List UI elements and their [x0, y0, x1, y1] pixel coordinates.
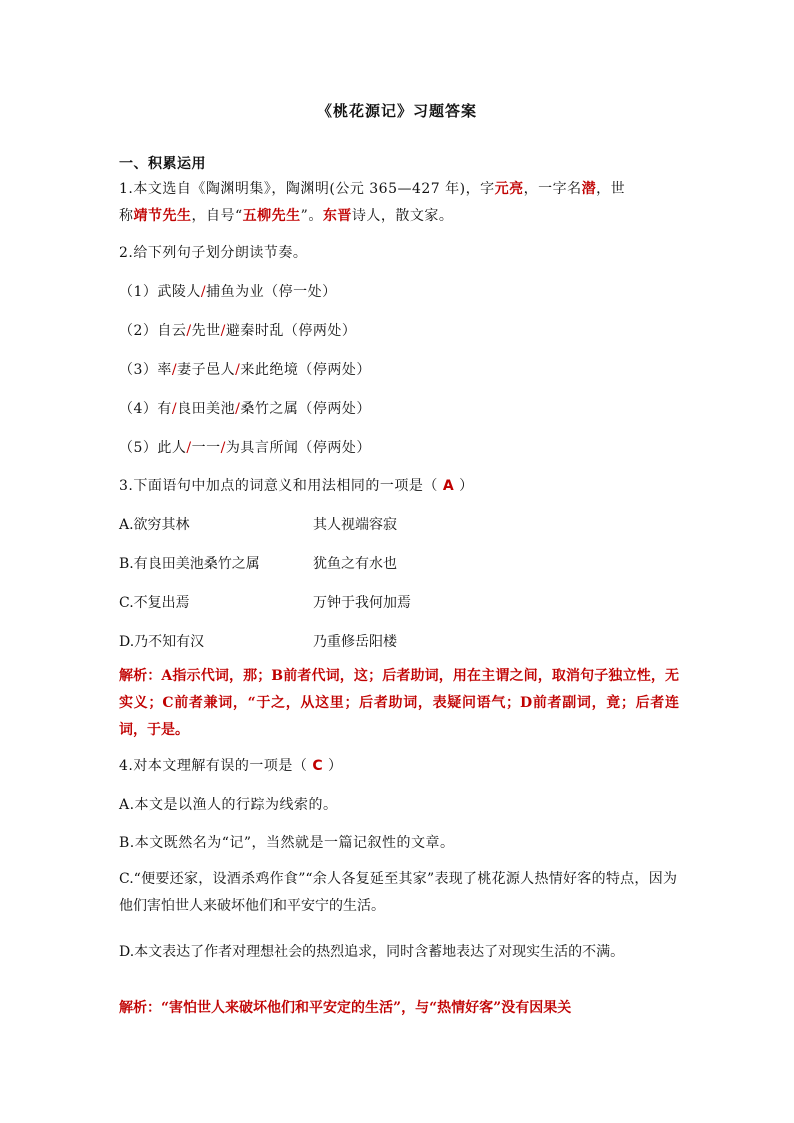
q1-self-name: 五柳先生 [242, 208, 301, 224]
q2-phrase: 一一 [191, 440, 221, 456]
q2-note: （停两处） [283, 323, 357, 339]
q2-phrase: 先世 [191, 323, 221, 339]
q2-item-number: （4） [119, 401, 158, 417]
q2-phrase: 率 [157, 362, 172, 378]
q2-item [119, 320, 356, 340]
pause-slash: / [186, 440, 192, 456]
q1-text: 1.本文选自《陶渊明集》，陶渊明(公元 365—427 年)，字 [119, 181, 495, 197]
q2-note: （停两处） [298, 362, 371, 378]
q2-phrase: 为具言所闻 [225, 440, 299, 456]
pause-slash: / [171, 362, 178, 378]
pause-slash: / [235, 401, 241, 417]
q3-option-a-right: 其人视端容寂 [313, 517, 397, 533]
q1-courtesy-name: 元亮 [494, 181, 524, 197]
q3-option-d-left: D.乃不知有汉 [119, 634, 205, 650]
document-title: 《桃花源记》习题答案 [316, 102, 477, 120]
q3-option-b-right: 犹鱼之有水也 [313, 556, 397, 572]
q1-text: ，自号“ [191, 208, 243, 224]
q2-phrase: 有 [157, 401, 172, 417]
q3-option-c-left: C.不复出焉 [119, 595, 190, 611]
q1-text: ”。 [300, 208, 323, 224]
pause-slash: / [171, 401, 178, 417]
q2-prompt: 2.给下列句子划分朗读节奏。 [119, 245, 308, 261]
q2-item-number: （5） [119, 440, 158, 456]
q4-option-a: A.本文是以渔人的行踪为线索的。 [119, 797, 338, 813]
q2-phrase: 良田美池 [177, 401, 236, 417]
q1-text: ，世 [596, 181, 626, 197]
q2-item-number: （1） [119, 284, 158, 300]
q2-item-number: （3） [119, 362, 158, 378]
q4-option-d: D.本文表达了作者对理想社会的热烈追求，同时含蓄地表达了对现实生活的不满。 [119, 944, 625, 960]
q2-note: （停两处） [298, 401, 371, 417]
q2-item [119, 359, 371, 379]
q1-text: ，一字名 [523, 181, 582, 197]
q2-phrase: 妻子邑人 [177, 362, 236, 378]
q1-text: 诗人，散文家。 [351, 208, 454, 224]
section-heading: 一、积累运用 [119, 156, 206, 172]
q2-item [119, 281, 337, 301]
q4-option-c: C.“便要还家，设酒杀鸡作食”“余人各复延至其家”表现了桃花源人热情好客的特点，因为他们害怕世人来破坏他们和平安宁的生活。 [119, 871, 677, 914]
q3-explanation: 解析：A指示代词，那；B前者代词，这；后者助词，用在主谓之间，取消句子独立性，无实义；C前者兼词，“于之，从这里；后者助词，表疑问语气；D前者副词，竟；后者连词，于是。 [119, 668, 679, 738]
q4-prompt-text: ） [328, 758, 343, 774]
q3-option-c-right: 万钟于我何加焉 [313, 595, 411, 611]
q1-alt-name: 潜 [581, 181, 597, 197]
pause-slash: / [186, 323, 192, 339]
q1-line1 [119, 178, 625, 198]
q3-prompt-text: ） [459, 478, 474, 494]
q2-phrase: 桑竹之属 [240, 401, 299, 417]
q2-phrase: 此人 [157, 440, 187, 456]
q1-text: 称 [119, 208, 134, 224]
pause-slash: / [235, 362, 241, 378]
q3-option-a-left: A.欲穷其林 [119, 517, 190, 533]
q3-option-b-left: B.有良田美池桑竹之属 [119, 556, 260, 572]
pause-slash: / [200, 284, 207, 300]
q2-note: （停一处） [264, 284, 337, 300]
q2-item [119, 437, 371, 457]
q3-option-d-right: 乃重修岳阳楼 [313, 634, 397, 650]
q2-item-number: （2） [119, 323, 158, 339]
q2-phrase: 捕鱼为业 [206, 284, 265, 300]
pause-slash: / [220, 440, 226, 456]
q1-line2 [119, 205, 453, 225]
q2-phrase: 避秦时乱 [225, 323, 284, 339]
q3-prompt [119, 475, 474, 495]
q1-dynasty: 东晋 [322, 208, 352, 224]
q3-prompt-text: 3.下面语句中加点的词意义和用法相同的一项是（ [119, 478, 438, 494]
q4-option-b: B.本文既然名为“记”，当然就是一篇记叙性的文章。 [119, 835, 455, 851]
q2-phrase: 武陵人 [157, 284, 201, 300]
q4-prompt-text: 4.对本文理解有误的一项是（ [119, 758, 308, 774]
q2-item [119, 398, 371, 418]
q2-phrase: 来此绝境 [240, 362, 299, 378]
q4-prompt [119, 755, 343, 775]
q2-phrase: 自云 [157, 323, 187, 339]
q2-note: （停两处） [298, 440, 371, 456]
q4-explanation: 解析：“害怕世人来破坏他们和平安定的生活”，与“热情好客”没有因果关 [119, 1000, 572, 1016]
q4-answer: C [312, 758, 324, 774]
q3-answer: A [442, 478, 455, 494]
q1-title-name: 靖节先生 [133, 208, 192, 224]
pause-slash: / [220, 323, 226, 339]
